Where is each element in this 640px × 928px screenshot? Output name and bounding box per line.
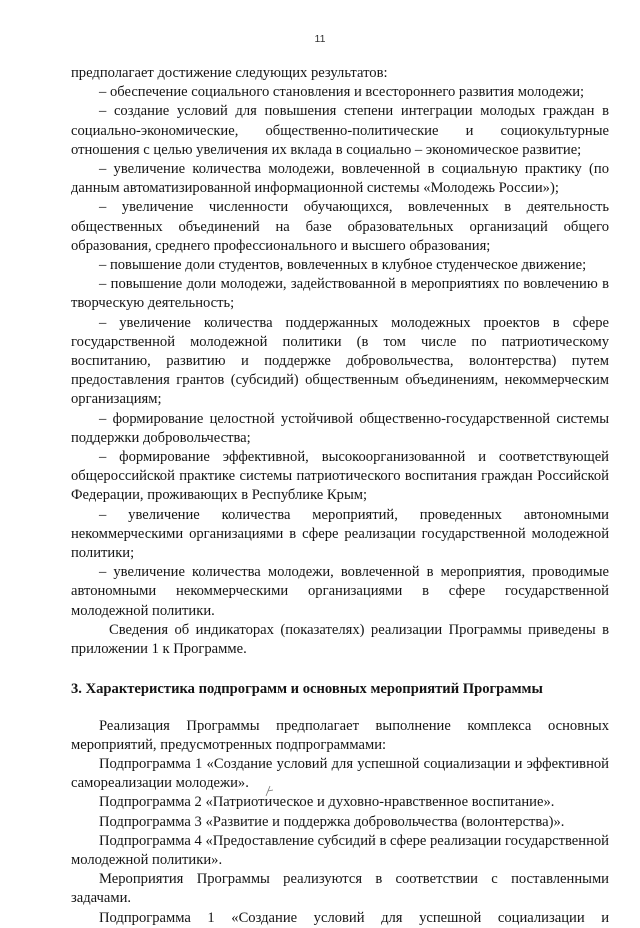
result-item-2: – создание условий для повышения степени интеграции молодых граждан в социально-экономические, общественно-политические и социокультурные отношения с целью увеличения их вклада в социально – экономическое развитие; xyxy=(71,103,609,158)
subprogram-1: Подпрограмма 1 «Создание условий для успешной социализации и эффективной самореализации молодежи». xyxy=(71,755,609,792)
result-item-6: – повышение доли молодежи, задействованной в мероприятиях по вовлечению в творческую деятельность; xyxy=(71,276,609,312)
result-item-1: – обеспечение социального становления и всестороннего развития молодежи; xyxy=(99,84,585,101)
indicators-note: Сведения об индикаторах (показателях) реализации Программы приведены в приложении 1 к Программе. xyxy=(71,621,609,658)
handwritten-mark xyxy=(263,784,275,798)
paragraph-intro: предполагает достижение следующих результатов: xyxy=(71,65,388,81)
paragraph-implementation: Реализация Программы предполагает выполнение комплекса основных мероприятий, предусмотренных подпрограммами: xyxy=(71,717,609,753)
result-item-8: – формирование целостной устойчивой общественно-государственной системы поддержки добровольчества; xyxy=(71,410,609,446)
section-heading: 3. Характеристика подпрограмм и основных мероприятий Программы xyxy=(71,681,543,698)
page-number: 11 xyxy=(314,33,326,45)
subprogram-4: Подпрограмма 4 «Предоставление субсидий в сфере реализации государственной молодежной политики». xyxy=(71,832,609,868)
result-item-3: – увеличение количества молодежи, вовлеченной в социальную практику (по данным автоматизированной информационной системы «Молодежь России»); xyxy=(71,161,609,197)
document-body xyxy=(71,64,609,928)
paragraph-activities: Мероприятия Программы реализуются в соответствии с поставленными задачами. xyxy=(71,871,609,907)
result-item-5: – повышение доли студентов, вовлеченных в клубное студенческое движение; xyxy=(99,257,587,274)
subprogram-3: Подпрограмма 3 «Развитие и поддержка добровольчества (волонтерства)». xyxy=(99,813,565,830)
result-item-11: – увеличение количества молодежи, вовлеченной в мероприятия, проводимые автономными некоммерческими организациями в сфере государственной молодежной политики. xyxy=(71,564,609,619)
subprogram-2: Подпрограмма 2 «Патриотическое и духовно-нравственное воспитание». xyxy=(99,794,555,811)
result-item-4: – увеличение численности обучающихся, вовлеченных в деятельность общественных объединений на базе образовательных организаций общего образования, среднего профессионального и высшего образования; xyxy=(71,199,609,254)
result-item-7: – увеличение количества поддержанных молодежных проектов в сфере государственной молодежной политики (в том числе по патриотическому воспитанию, развитию и поддержке добровольчества, волонтерства) путем предоставления грантов (субсидий) общественным объединениям, некоммерческим организациям; xyxy=(71,314,609,408)
result-item-10: – увеличение количества мероприятий, проведенных автономными некоммерческими организациями в сфере реализации государственной молодежной политики; xyxy=(71,506,609,562)
subprogram-1-continued: Подпрограмма 1 «Создание условий для успешной социализации и xyxy=(99,909,609,926)
result-item-9: – формирование эффективной, высокоорганизованной и соответствующей общероссийской практике системы патриотического воспитания граждан Российской Федерации, проживающих в Республике Крым; xyxy=(71,449,609,504)
